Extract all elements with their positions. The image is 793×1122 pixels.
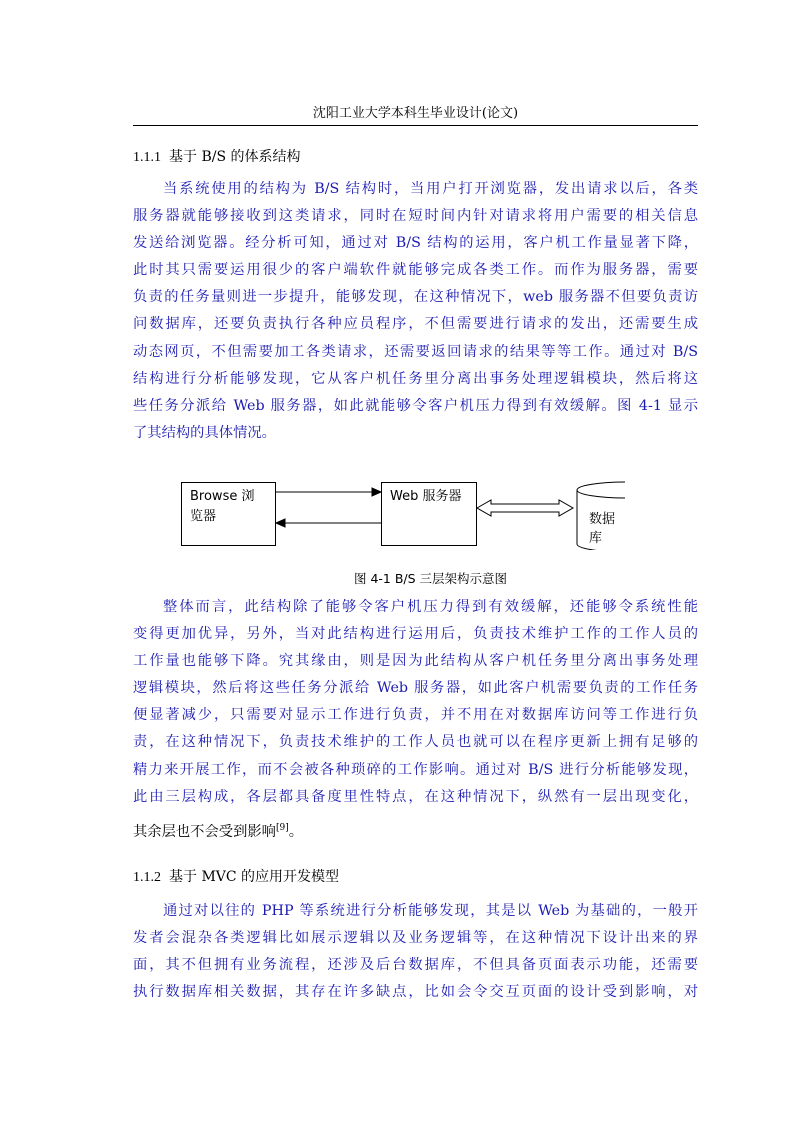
section-number: 1.1.2	[133, 870, 161, 885]
text-line: 结构进行分析能够发现，它从客户机任务里分离出事务处理逻辑模块，然后将这	[133, 370, 698, 387]
paragraph-1	[133, 176, 698, 447]
citation-ref: [9]	[275, 822, 289, 833]
paragraph-3	[133, 898, 698, 1006]
paragraph-2	[133, 594, 698, 846]
text-line	[133, 815, 698, 846]
text-line: 执行数据库相关数据，其存在许多缺点，比如会令交互页面的设计受到影响，对	[133, 984, 698, 1001]
text-line: 当系统使用的结构为 B/S 结构时，当用户打开浏览器，发出请求以后，各类	[163, 181, 698, 197]
figure-caption: 图 4-1 B/S 三层架构示意图	[353, 571, 508, 586]
database-label: 数据库	[589, 512, 616, 546]
text-line: 服务器就能够接收到这类请求，同时在短时间内针对请求将用户需要的相关信息	[133, 208, 698, 225]
text-line: 工作量也能够下降。究其缘由，则是因为此结构从客户机任务里分离出事务处理	[133, 653, 698, 670]
text-line: 负责的任务量则进一步提升，能够发现，在这种情况下，web 服务器不但要负责访	[133, 289, 698, 306]
text-fragment: 其余层也不会受到影响	[133, 823, 276, 840]
figure-bs-architecture	[175, 478, 625, 550]
text-line: 便显著减少，只需要对显示工作进行负责，并不用在对数据库访问等工作进行负	[133, 707, 698, 724]
text-line: 些任务分派给 Web 服务器，如此就能够令客户机压力得到有效缓解。图 4-1 显示	[133, 397, 698, 414]
text-line: 逻辑模块，然后将这些任务分派给 Web 服务器，如此客户机需要负责的工作任务	[133, 680, 698, 697]
text-line: 责，在这种情况下，负责技术维护的工作人员也就可以在程序更新上拥有足够的	[133, 734, 698, 751]
text-line: 发送给浏览器。经分析可知，通过对 B/S 结构的运用，客户机工作量显著下降，	[133, 235, 698, 252]
text-line: 整体而言，此结构除了能够令客户机压力得到有效缓解，还能够令系统性能	[163, 599, 698, 615]
text-line: 面，其不但拥有业务流程，还涉及后台数据库，不但具备页面表示功能，还需要	[133, 957, 698, 974]
figure-connectors	[175, 478, 625, 550]
text-line: 此由三层构成，各层都具备度里性特点，在这种情况下，纵然有一层出现变化，	[133, 788, 698, 805]
section-title: 基于 MVC 的应用开发模型	[169, 869, 340, 885]
text-line: 此时其只需要运用很少的客户端软件就能够完成各类工作。而作为服务器，需要	[133, 262, 698, 279]
text-line: 发者会混杂各类逻辑比如展示逻辑以及业务逻辑等，在这种情况下设计出来的界	[133, 930, 698, 947]
text-line: 通过对以往的 PHP 等系统进行分析能够发现，其是以 Web 为基础的，一般开	[163, 903, 698, 919]
section-heading-2	[133, 866, 339, 889]
text-line: 变得更加优异，另外，当对此结构进行运用后，负责技术维护工作的工作人员的	[133, 626, 698, 643]
response-arrow	[276, 519, 381, 527]
header-rule	[133, 125, 698, 126]
text-line: 问数据库，还要负责执行各种应员程序，不但需要进行请求的发出，还需要生成	[133, 316, 698, 333]
section-heading-1	[133, 146, 301, 169]
section-title: 基于 B/S 的体系结构	[169, 149, 301, 165]
text-line: 动态网页，不但需要加工各类请求，还需要返回请求的结果等等工作。通过对 B/S	[133, 343, 698, 360]
section-number: 1.1.1	[133, 150, 161, 165]
browser-label: Browse 浏览器	[190, 489, 255, 524]
text-line: 了其结构的具体情况。	[133, 424, 276, 441]
server-label: Web 服务器	[390, 489, 462, 504]
text-fragment: 。	[288, 823, 304, 840]
db-double-arrow	[477, 500, 573, 516]
text-line: 精力来开展工作，而不会被各种琐碎的工作影响。通过对 B/S 进行分析能够发现，	[133, 761, 698, 778]
page-header: 沈阳工业大学本科生毕业设计(论文)	[312, 106, 519, 121]
request-arrow	[276, 488, 381, 496]
